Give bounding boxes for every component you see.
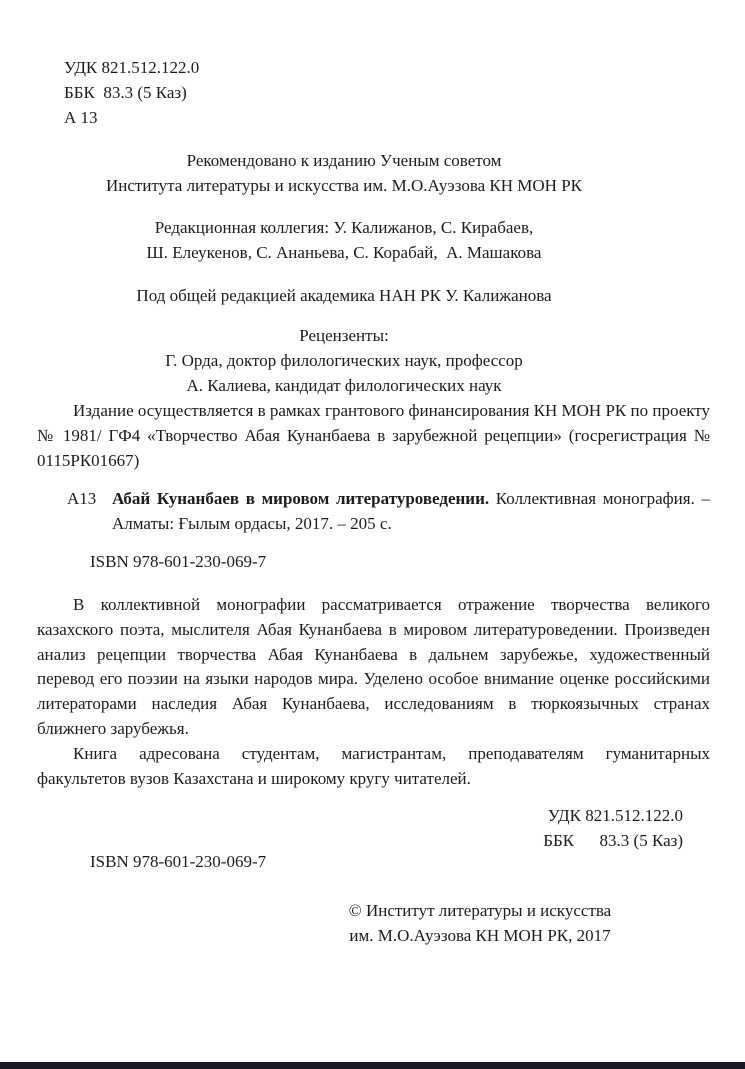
isbn-top: ISBN 978-601-230-069-7: [90, 552, 267, 571]
reviewers-heading: Рецензенты:: [299, 326, 389, 345]
editorial-board-line: Ш. Елеукенов, С. Ананьева, С. Корабай, А. Машакова: [146, 243, 542, 262]
author-mark: А 13: [64, 108, 98, 127]
catalog-description: Коллективная монография. – Алматы: Ғылым ордасы, 2017. – 205 с.: [112, 489, 710, 533]
audience-paragraph: Книга адресована студентам, магистрантам, преподавателям гуманитарных факультетов вузов Казахстана и широкому кругу читателей.: [37, 743, 710, 788]
catalog-entry: [37, 486, 710, 536]
recommendation-line: Рекомендовано к изданию Ученым советом: [186, 151, 502, 170]
annotation-paragraph: В коллективной монографии рассматривается отражение творчества великого казахского поэта, мыслителя Абая Кунанбаева в мировом литературоведении. Произведен анализ рецепции творчества Абая Кунанбаева в дальнем зарубежье, художественный перевод его поэзии на языки народов мира. Уделено особое внимание оценке российскими литераторами наследия Абая Кунанбаева, исследованиям в тюркоязычных странах ближнего зарубежья.: [37, 595, 710, 738]
catalog-code: А13: [67, 489, 97, 508]
bbk-code-top: ББК 83.3 (5 Каз): [64, 83, 187, 102]
copyright-block: [270, 898, 690, 948]
editorial-board-line: Редакционная коллегия: У. Калижанов, С. Кирабаев,: [154, 218, 534, 237]
recommendation-note: [37, 148, 651, 198]
reviewers-block: [37, 323, 651, 398]
recommendation-line: Института литературы и искусства им. М.О.Ауэзова КН МОН РК: [105, 176, 583, 195]
copyright-line: им. М.О.Ауэзова КН МОН РК, 2017: [349, 926, 611, 945]
book-title: Абай Кунанбаев в мировом литературоведении.: [112, 489, 490, 508]
udk-code-bottom: УДК 821.512.122.0: [547, 806, 683, 825]
grant-funding-note: Издание осуществляется в рамках грантового финансирования КН МОН РК по проекту № 1981/ ГФ4 «Творчество Абая Кунанбаева в зарубежной рецепции» (госрегистрация № 0115РК01667): [37, 401, 710, 470]
reviewer-line: Г. Орда, доктор филологических наук, профессор: [165, 351, 523, 370]
classification-codes-bottom: [37, 803, 683, 853]
annotation-block: [37, 593, 710, 791]
reviewer-line: А. Калиева, кандидат филологических наук: [186, 376, 502, 395]
bbk-code-bottom: ББК 83.3 (5 Каз): [543, 831, 683, 850]
classification-codes-top: [64, 55, 199, 130]
bottom-scan-bar: [0, 1062, 745, 1069]
udk-code-top: УДК 821.512.122.0: [64, 58, 200, 77]
copyright-line: © Институт литературы и искусства: [348, 901, 612, 920]
isbn-bottom: ISBN 978-601-230-069-7: [90, 852, 267, 871]
editorial-board: [37, 215, 651, 265]
general-editor-note: Под общей редакцией академика НАН РК У. Калижанова: [136, 286, 552, 305]
